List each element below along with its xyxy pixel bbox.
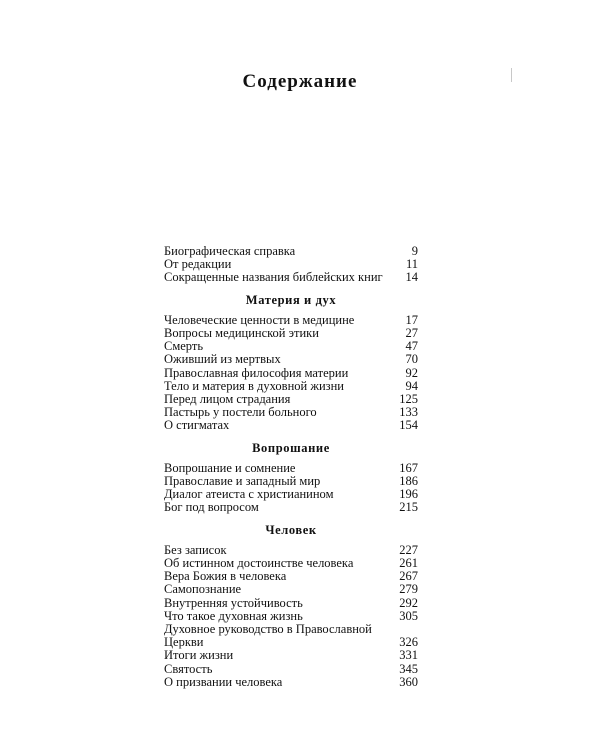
toc-entry-page: 331 (399, 648, 418, 663)
page-title: Содержание (242, 70, 358, 92)
toc-entry-page: 227 (399, 542, 418, 557)
section-heading: Вопрошание (252, 440, 330, 455)
toc-entry-title: Вера Божия в человека (164, 569, 287, 584)
toc-entry-title: Смерть (164, 339, 204, 354)
toc-entry-page: 154 (399, 418, 418, 433)
toc-entry[interactable] (164, 419, 418, 432)
toc-entry-page: 345 (399, 661, 418, 676)
section-heading: Человек (265, 522, 317, 537)
section-heading: Материя и дух (245, 292, 337, 307)
toc-entry-title: Оживший из мертвых (164, 352, 281, 367)
table-of-contents (164, 245, 418, 689)
toc-entry[interactable] (164, 623, 418, 649)
toc-entry-title: Диалог атеиста с христианином (164, 487, 334, 502)
toc-entry-page: 167 (399, 460, 418, 475)
toc-entry-page: 47 (405, 339, 418, 354)
toc-entry-title: Человеческие ценности в медицине (164, 312, 355, 327)
toc-entry-title: Пастырь у постели больного (164, 405, 317, 420)
toc-entry-page: 92 (405, 365, 418, 380)
toc-entry-page: 292 (399, 595, 418, 610)
toc-entry-abbreviations[interactable] (164, 271, 418, 284)
toc-entry-page: 27 (405, 326, 418, 341)
toc-entry-page: 196 (399, 487, 418, 502)
toc-entry-page: 279 (399, 582, 418, 597)
toc-entry-page: 215 (399, 500, 418, 515)
toc-entry-title: Внутренняя устойчивость (164, 595, 303, 610)
toc-entry-page: 267 (399, 569, 418, 584)
toc-entry[interactable] (164, 663, 418, 676)
toc-entry-title: Святость (164, 661, 213, 676)
section-entry-list (164, 462, 418, 515)
toc-entry-title: Православная философия материи (164, 365, 349, 380)
toc-entry[interactable] (164, 367, 418, 380)
toc-entry-title: Биографическая справка (164, 244, 296, 258)
toc-entry-page: 305 (399, 608, 418, 623)
toc-entry-title: Бог под вопросом (164, 500, 259, 515)
toc-entry[interactable] (164, 649, 418, 662)
toc-entry-page: 11 (405, 257, 418, 272)
toc-entry-page: 17 (405, 312, 418, 327)
toc-entry[interactable] (164, 353, 418, 366)
toc-entry-page: 133 (399, 405, 418, 420)
toc-entry-title: О стигматах (164, 418, 230, 433)
front-matter-list (164, 245, 418, 285)
toc-entry-title: Православие и западный мир (164, 474, 321, 489)
section-entry-list (164, 314, 418, 433)
toc-entry-page: 261 (399, 556, 418, 571)
toc-entry-title: Итоги жизни (164, 648, 234, 663)
section-entry-list (164, 544, 418, 689)
toc-entry-title: Что такое духовная жизнь (164, 608, 303, 623)
toc-entry-page: 14 (405, 270, 418, 285)
toc-entry[interactable] (164, 597, 418, 610)
toc-entry-title: Перед лицом страдания (164, 392, 291, 407)
toc-entry-page: 70 (405, 352, 418, 367)
toc-entry-title: Сокращенные названия библейских книг (164, 270, 383, 285)
toc-entry-title: Самопознание (164, 582, 242, 597)
toc-entry-title: О призвании человека (164, 674, 283, 689)
toc-entry-title: Вопрошание и сомнение (164, 460, 296, 475)
toc-entry-page: 94 (405, 378, 418, 393)
toc-entry-page: 326 (399, 635, 418, 650)
toc-entry-title: Тело и материя в духовной жизни (164, 378, 344, 393)
toc-entry-page: 9 (411, 244, 418, 258)
toc-entry-title: От редакции (164, 257, 232, 272)
toc-entry[interactable] (164, 583, 418, 596)
toc-entry[interactable] (164, 676, 418, 689)
toc-entry-title: Духовное руководство в Православной Церкви (164, 622, 372, 650)
toc-entry-title: Об истинном достоинстве человека (164, 556, 354, 571)
page-edge-mark (511, 68, 512, 82)
toc-entry-page: 125 (399, 392, 418, 407)
toc-entry-title: Без записок (164, 542, 227, 557)
toc-entry-page: 360 (399, 674, 418, 689)
toc-entry[interactable] (164, 501, 418, 514)
toc-entry-title: Вопросы медицинской этики (164, 326, 319, 341)
toc-entry-page: 186 (399, 474, 418, 489)
